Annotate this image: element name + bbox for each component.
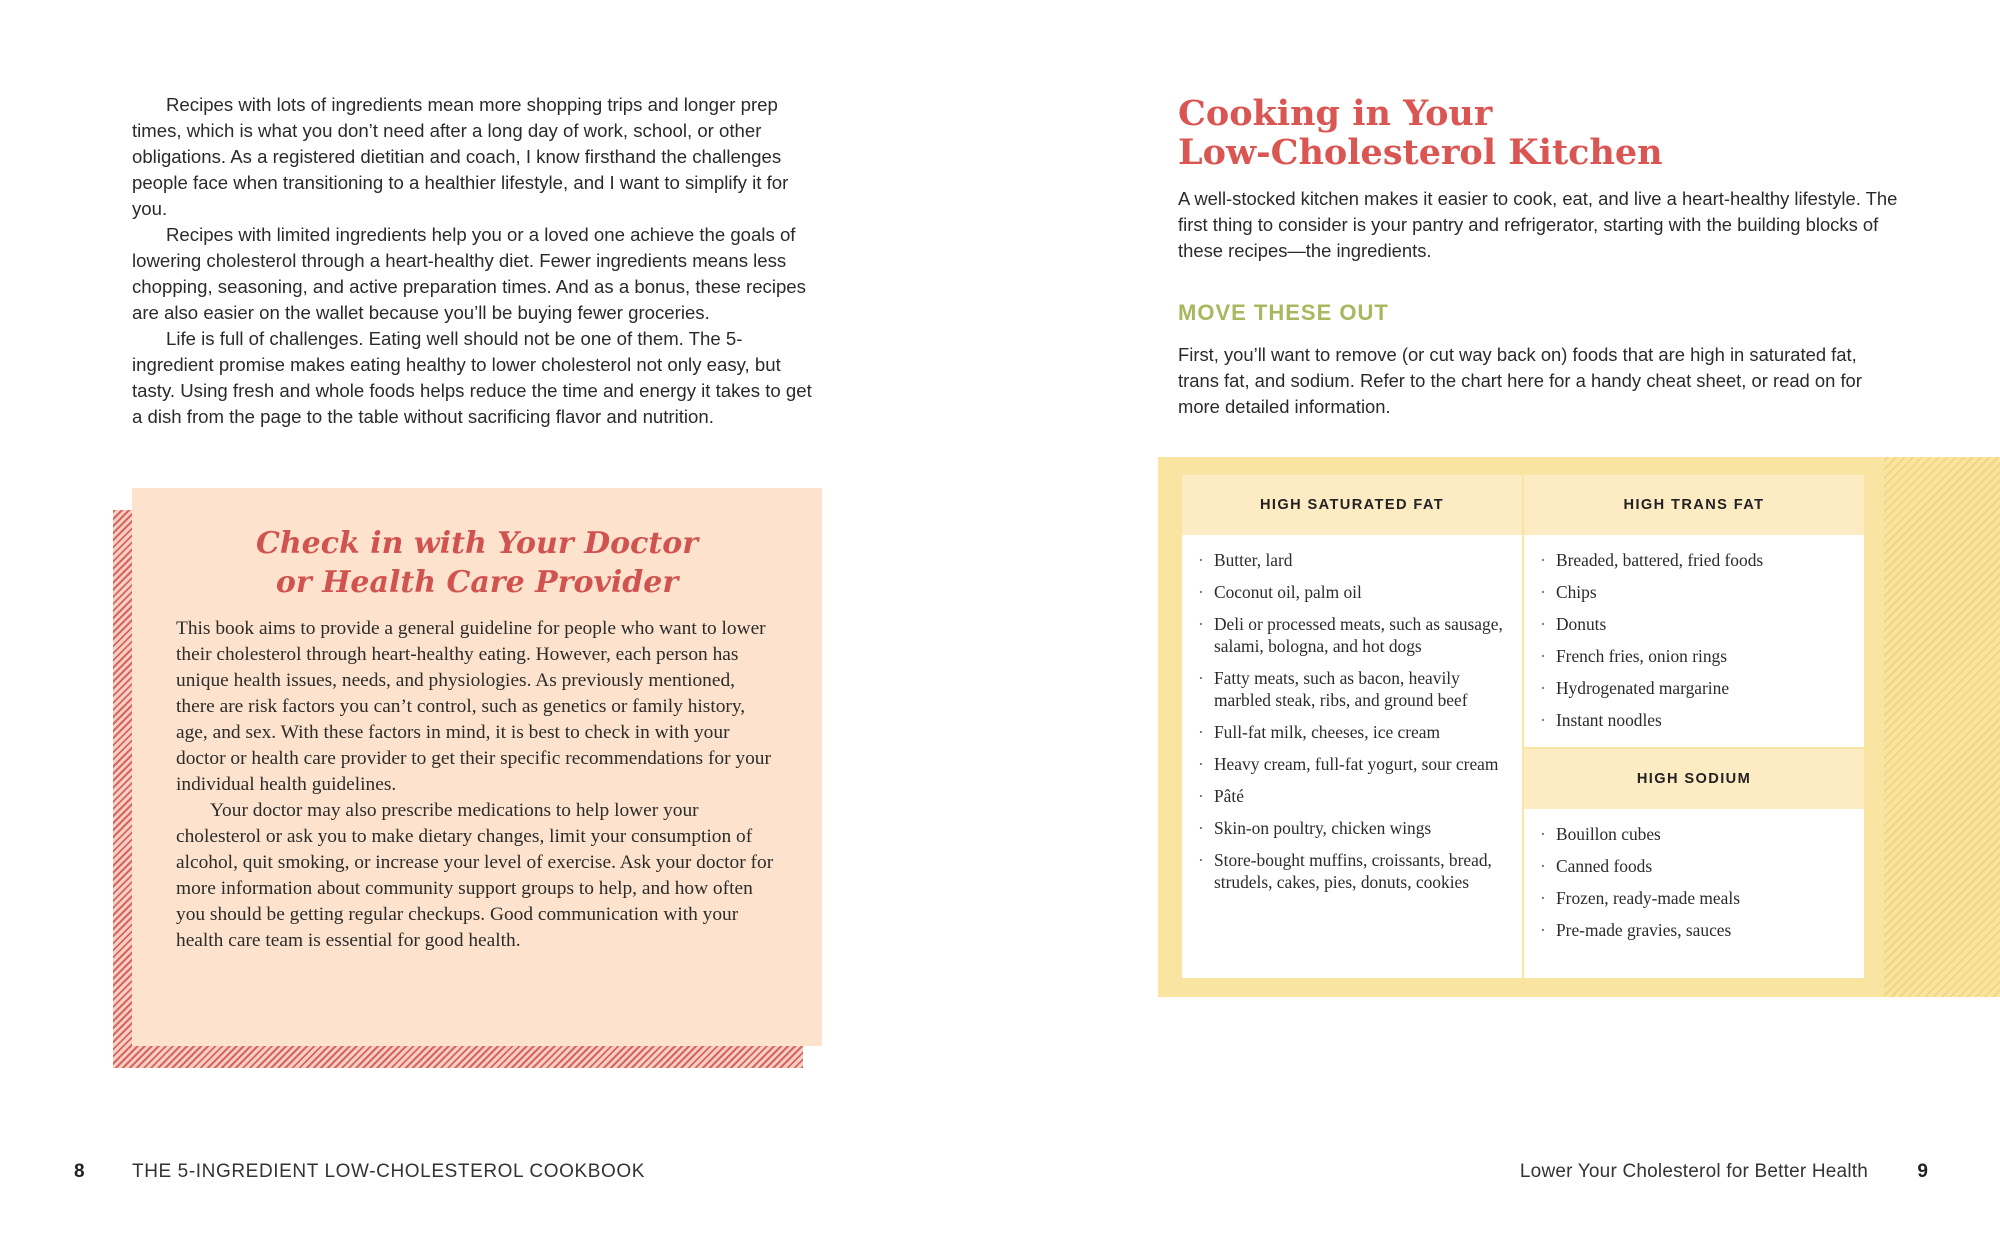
list-item: · Fatty meats, such as bacon, heavily marbled steak, ribs, and ground beef xyxy=(1198,667,1508,711)
list-item: · Hydrogenated margarine xyxy=(1540,677,1850,699)
trans-fat-header: HIGH TRANS FAT xyxy=(1524,475,1864,535)
list-item: · Heavy cream, full-fat yogurt, sour cream xyxy=(1198,753,1508,775)
list-item: · Chips xyxy=(1540,581,1850,603)
list-item: · Instant noodles xyxy=(1540,709,1850,731)
subheading: MOVE THESE OUT xyxy=(1178,300,1389,325)
right-page xyxy=(1000,0,2000,1233)
section-heading-line1: Cooking in Your xyxy=(1178,93,1493,134)
list-item: · Full-fat milk, cheeses, ice cream xyxy=(1198,721,1508,743)
trans-fat-list xyxy=(1524,535,1864,731)
sodium-header: HIGH SODIUM xyxy=(1524,749,1864,809)
list-item: · Canned foods xyxy=(1540,855,1850,877)
sodium-list xyxy=(1524,809,1864,941)
chart-hatched-edge xyxy=(1884,457,2000,997)
running-head-right: Lower Your Cholesterol for Better Health xyxy=(1519,1161,1868,1182)
section-heading-line2: Low-Cholesterol Kitchen xyxy=(1178,132,1663,173)
saturated-fat-list xyxy=(1182,535,1522,893)
list-item: · French fries, onion rings xyxy=(1540,645,1850,667)
intro-paragraph-2: Recipes with limited ingredients help you or a loved one achieve the goals of lowering cholesterol through a heart-healthy diet. Fewer ingredients means less chopping, seasoning, and active preparation times. And as a bonus, these recipes are also easier on the wallet because you’ll be buying fewer groceries. xyxy=(132,224,806,323)
doctor-sidebar xyxy=(132,488,822,1046)
list-item: · Skin-on poultry, chicken wings xyxy=(1198,817,1508,839)
lead-paragraph-2: First, you’ll want to remove (or cut way back on) foods that are high in saturated fat, trans fat, and sodium. Refer to the chart here for a handy cheat sheet, or read on for more detailed information. xyxy=(1178,344,1862,417)
list-item: · Pre-made gravies, sauces xyxy=(1540,919,1850,941)
page-number-right: 9 xyxy=(1917,1161,1928,1182)
section-heading xyxy=(1178,94,1878,172)
intro-paragraph-1: Recipes with lots of ingredients mean more shopping trips and longer prep times, which is what you don’t need after a long day of work, school, or other obligations. As a registered dietitian and coach, I know firsthand the challenges people face when transitioning to a healthier lifestyle, and I want to simplify it for you. xyxy=(132,94,789,219)
list-item: · Breaded, battered, fried foods xyxy=(1540,549,1850,571)
list-item: · Butter, lard xyxy=(1198,549,1508,571)
sidebar-title xyxy=(176,524,778,602)
intro-paragraph-3: Life is full of challenges. Eating well should not be one of them. The 5-ingredient promise makes eating healthy to lower cholesterol not only easy, but tasty. Using fresh and whole foods helps reduce the time and energy it takes to get a dish from the page to the table without sacrificing flavor and nutrition. xyxy=(132,328,812,427)
trans-fat-column xyxy=(1524,475,1864,747)
list-item: · Bouillon cubes xyxy=(1540,823,1850,845)
list-item: · Frozen, ready-made meals xyxy=(1540,887,1850,909)
intro-text xyxy=(132,92,822,430)
list-item: · Store-bought muffins, croissants, bread, strudels, cakes, pies, donuts, cookies xyxy=(1198,849,1508,893)
list-item: · Coconut oil, palm oil xyxy=(1198,581,1508,603)
sidebar-paragraph-1: This book aims to provide a general guideline for people who want to lower their cholesterol through heart-healthy eating. However, each person has unique health issues, needs, and physiologies. As previously mentioned, there are risk factors you can’t control, such as genetics or family history, age, and sex. With these factors in mind, it is best to check in with your doctor or health care provider to get their specific recommendations for your individual health guidelines. xyxy=(176,618,771,795)
saturated-fat-column xyxy=(1182,475,1522,978)
sidebar-title-line2: or Health Care Provider xyxy=(275,565,679,600)
sidebar-paragraph-2: Your doctor may also prescribe medications to help lower your cholesterol or ask you to make dietary changes, limit your consumption of alcohol, quit smoking, or increase your level of exercise. Ask your doctor for more information about community support groups to help, and how often you should be getting regular checkups. Good communication with your health care team is essential for good health. xyxy=(176,800,774,951)
saturated-fat-header: HIGH SATURATED FAT xyxy=(1182,475,1522,535)
running-head-left: THE 5-INGREDIENT LOW-CHOLESTEROL COOKBOOK xyxy=(132,1161,646,1182)
sodium-column xyxy=(1524,749,1864,978)
page-number-left: 8 xyxy=(74,1161,85,1182)
list-item: · Deli or processed meats, such as sausage, salami, bologna, and hot dogs xyxy=(1198,613,1508,657)
lead-paragraph: A well-stocked kitchen makes it easier to cook, eat, and live a heart-healthy lifestyle. The first thing to consider is your pantry and refrigerator, starting with the building blocks of these recipes—the ingredients. xyxy=(1178,188,1898,261)
sidebar-title-line1: Check in with Your Doctor xyxy=(255,526,699,561)
list-item: · Pâté xyxy=(1198,785,1508,807)
list-item: · Donuts xyxy=(1540,613,1850,635)
sidebar-body xyxy=(176,616,778,954)
